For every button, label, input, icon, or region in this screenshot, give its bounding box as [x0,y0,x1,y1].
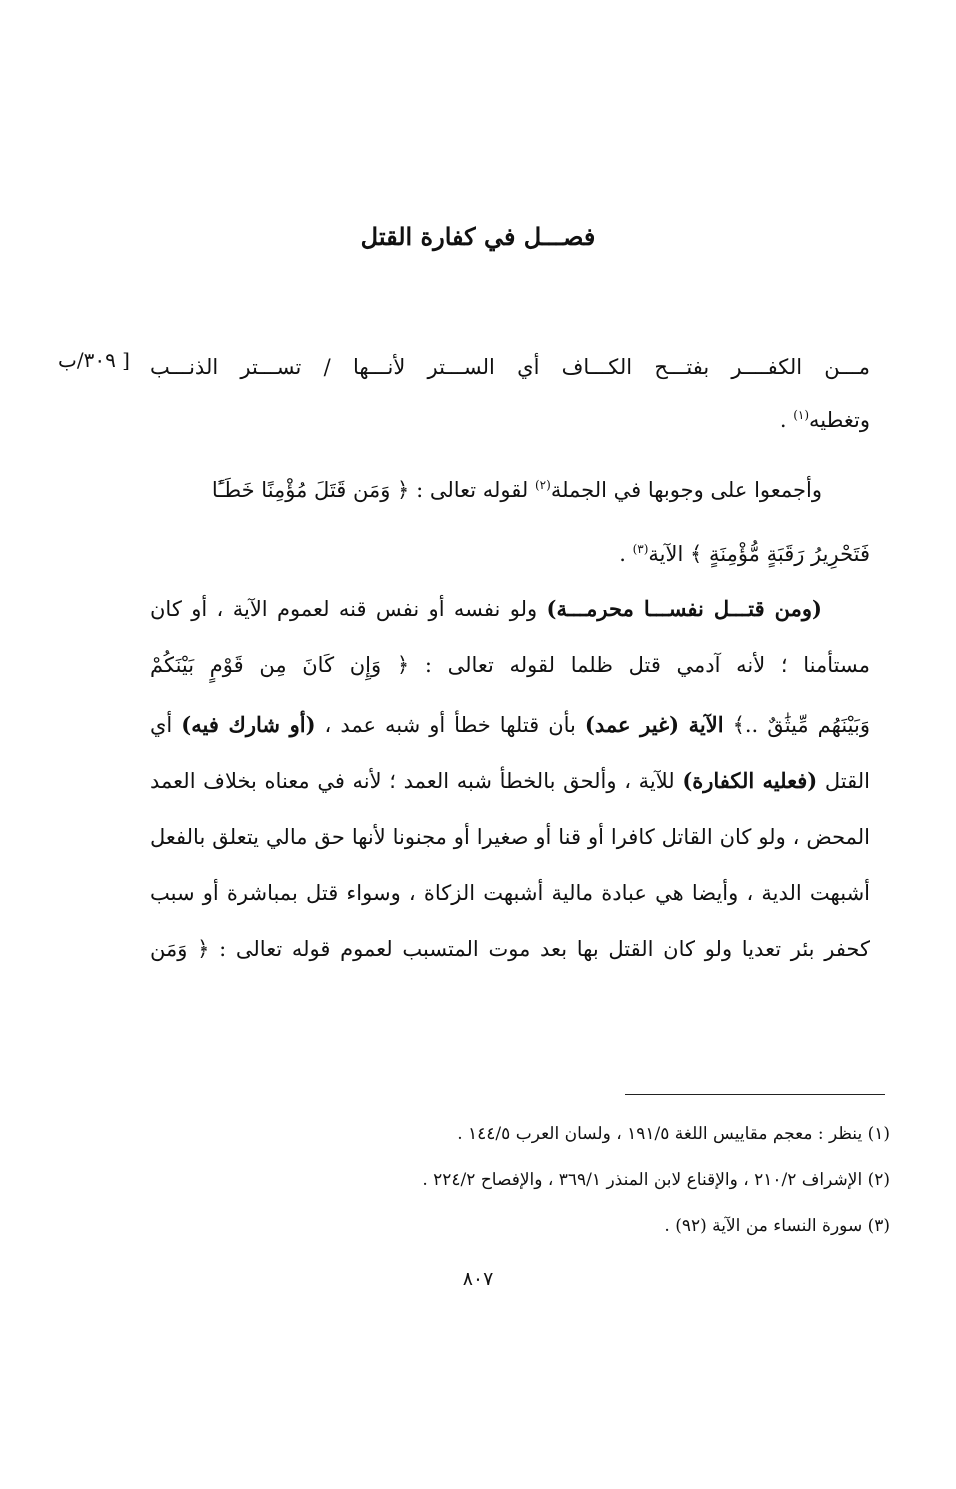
quran-verse: ﴿ وَمَن قَتَلَ مُؤْمِنًا خَطَـًٔا [211,478,410,502]
matn-text: (ومن قتـــل نفســـا محرمـــة) [546,596,822,621]
text-segment: وأجمعوا على وجوبها في الجملة [550,478,822,502]
footnote-1: (١) ينظر : معجم مقاييس اللغة ١٩١/٥ ، ولسان العرب ١٤٤/٥ . [457,1124,890,1144]
quran-verse: ﴿ وَإِن كَانَ مِن قَوْمٍ بَيْنَكُمْ [150,653,410,677]
body-line-6 [150,638,870,692]
footnote-ref-3[interactable]: (٣) [632,542,649,556]
body-line-7 [150,698,870,752]
text-segment: المحض ، ولو كان القاتل كافرا أو قنا أو صغيرا أو مجنونا لأنها حق مالي يتعلق بالفعل [150,825,870,849]
text-segment: كحفر بئر تعديا ولو كان القتل بها بعد موت المتسبب لعموم قوله تعالى : [219,937,870,961]
body-line-1 [150,340,870,394]
body-line-3 [150,458,870,517]
footnote-2: (٢) الإشراف ٢١٠/٢ ، والإقناع لابن المنذر ٣٦٩/١ ، والإفصاح ٢٢٤/٢ . [422,1170,890,1190]
quran-verse: فَتَحْرِيرُ رَقَبَةٍ مُّؤْمِنَةٍ ﴾ [690,542,870,566]
body-line-8 [150,754,870,808]
body-line-11 [150,922,870,976]
text-segment: الآية [648,542,684,566]
footnote-3: (٣) سورة النساء من الآية (٩٢) . [664,1216,890,1236]
body-line-9 [150,810,870,864]
footnote-ref-2[interactable]: (٢) [534,478,551,492]
footnote-ref-1[interactable]: (١) [793,408,810,422]
body-line-4 [150,522,870,581]
page-number: ٨٠٧ [462,1268,494,1290]
manuscript-folio-note: [ ٣٠٩/ب [58,348,130,372]
matn-text: (فعليه الكفارة) [682,768,818,793]
body-line-10 [150,866,870,920]
body-line-2 [150,388,870,447]
text-segment: لقوله تعالى : [416,478,529,502]
text-segment: أشبهت الدية ، وأيضا هي عبادة مالية أشبهت الزكاة ، وسواء قتل بمباشرة أو سبب [150,881,870,905]
quran-verse: وَبَيْنَهُم مِّيثَٰقٌ ..﴾ [732,713,870,737]
text-segment: أي [150,713,173,737]
matn-text: (أو شارك فيه) [181,712,316,737]
text-segment: وتغطيه [809,408,870,432]
text-segment: بأن قتلها خطأ أو شبه عمد ، [324,713,576,737]
text-segment: مستأمنا ؛ لأنه آدمي قتل ظلما لقوله تعالى : [424,653,870,677]
section-title: فصـــل في كفارة القتل [360,222,596,251]
footnote-divider [625,1094,885,1095]
body-line-5 [150,582,870,636]
text-segment: . [619,542,626,566]
quran-verse: ﴿ وَمَن [150,937,210,961]
text-segment: . [779,408,787,432]
matn-text: الآية (غير عمد) [584,712,724,737]
text-segment: للآية ، وألحق بالخطأ شبه العمد ؛ لأنه في معناه بخلاف العمد [150,769,675,793]
text-segment: ولو نفسه أو نفس قنه لعموم الآية ، أو كان [150,597,538,621]
text-segment: مـــن الكفــــر بفتـــح الكـــاف أي الســـتر لأنـــها / تســـتر الذنـــب [150,355,870,379]
text-segment: القتل [824,769,870,793]
